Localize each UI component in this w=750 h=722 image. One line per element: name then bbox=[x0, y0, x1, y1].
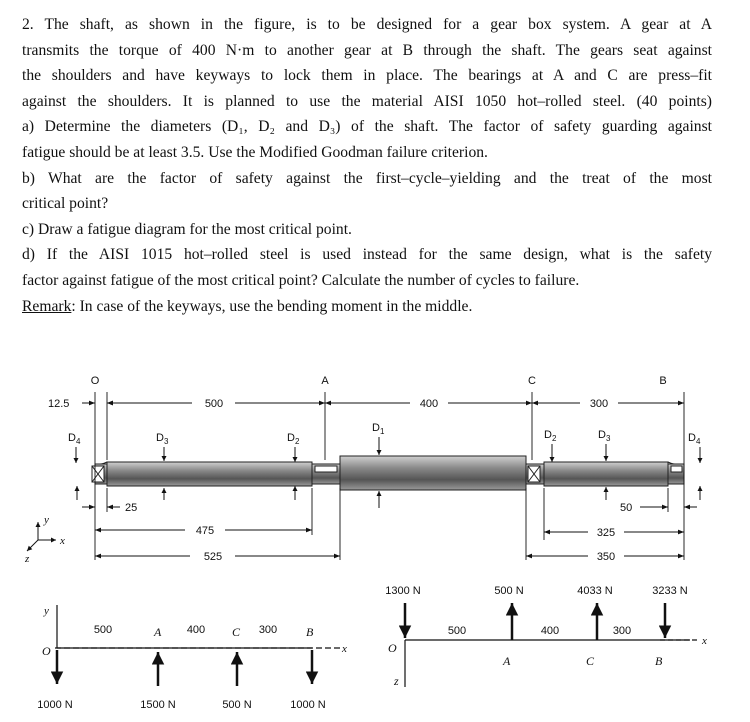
fbd-xy-point-C: C bbox=[232, 625, 241, 639]
dim-label: 350 bbox=[596, 551, 616, 563]
dim-label: 25 bbox=[125, 502, 138, 514]
axis-z-label: z bbox=[25, 553, 30, 565]
problem-line: d) If the AISI 1015 hot–rolled steel is used instead for the same design, what is the safety bbox=[22, 246, 712, 264]
fbd-xy bbox=[37, 605, 347, 711]
force-label: 500 N bbox=[222, 699, 252, 711]
problem-line: critical point? bbox=[22, 195, 109, 213]
d1-label: $D_1$ bbox=[372, 422, 385, 436]
dim-label: 12.5 bbox=[48, 398, 70, 410]
force-label: 1300 N bbox=[385, 585, 421, 597]
force-label: 1000 N bbox=[37, 699, 73, 711]
keyway-A bbox=[315, 466, 337, 472]
d3-left-label: $D_3$ bbox=[156, 432, 169, 446]
fbd-xy-span: 300 bbox=[258, 624, 278, 636]
problem-line: factor against fatigue of the most critical point? Calculate the number of cycles to failure. bbox=[22, 271, 580, 289]
shaft-seg-d3-left bbox=[107, 462, 312, 486]
remark-label: Remark bbox=[22, 297, 72, 315]
fbd-xz-origin: O bbox=[388, 641, 397, 655]
d2-right-label: $D_2$ bbox=[544, 429, 557, 443]
problem-line: the shoulders and have keyways to lock them in place. The bearings at A and C are press–fit bbox=[22, 67, 712, 85]
fbd-xz-axis-x: x bbox=[702, 635, 707, 647]
shaft-drawing bbox=[92, 456, 684, 490]
dim-label: 525 bbox=[203, 551, 223, 563]
fbd-xy-point-A: A bbox=[154, 625, 162, 639]
d2-left-label: $D_2$ bbox=[287, 432, 300, 446]
bearing-left bbox=[92, 466, 104, 482]
d4-right-label: $D_4$ bbox=[688, 432, 701, 446]
d3-right-label: $D_3$ bbox=[598, 429, 611, 443]
force-label: 3233 N bbox=[652, 585, 688, 597]
d4-left-label: $D_4$ bbox=[68, 432, 81, 446]
coordinate-triad bbox=[24, 514, 65, 565]
problem-line: c) Draw a fatigue diagram for the most critical point. bbox=[22, 220, 352, 238]
fbd-xz-axis-z: z bbox=[394, 674, 399, 688]
bearing-right bbox=[528, 466, 540, 482]
problem-line: a) Determine the diameters (D₁, D₂ and D₃) of the shaft. The factor of safety guarding against bbox=[22, 118, 712, 136]
fbd-xy-axis-x: x bbox=[342, 643, 347, 655]
shaft-seg-d1 bbox=[340, 456, 526, 490]
fbd-xz bbox=[385, 585, 707, 688]
problem-line: 2. The shaft, as shown in the figure, is to be designed for a gear box system. A gear at A bbox=[22, 16, 712, 33]
point-label-A: A bbox=[321, 375, 329, 387]
dim-label: 475 bbox=[195, 525, 215, 537]
fbd-xy-axis-y: y bbox=[44, 605, 49, 617]
dim-label: 500 bbox=[204, 398, 224, 410]
fbd-xz-point-C: C bbox=[586, 654, 595, 668]
force-label: 4033 N bbox=[577, 585, 613, 597]
axis-y-label: y bbox=[44, 514, 49, 526]
fbd-xz-point-B: B bbox=[655, 654, 663, 668]
force-label: 1500 N bbox=[140, 699, 176, 711]
dim-label: 50 bbox=[620, 502, 633, 514]
keyway-B bbox=[671, 466, 682, 472]
dim-label: 300 bbox=[589, 398, 609, 410]
shaft-seg-d3-right bbox=[544, 462, 668, 486]
fbd-xz-point-A: A bbox=[503, 654, 511, 668]
dim-label: 325 bbox=[596, 527, 616, 539]
fbd-xz-span: 500 bbox=[447, 625, 467, 637]
point-label-B: B bbox=[659, 375, 667, 387]
problem-line: transmits the torque of 400 N·m to another gear at B through the shaft. The gears seat against bbox=[22, 41, 712, 59]
fbd-xz-span: 300 bbox=[612, 625, 632, 637]
dim-label: 400 bbox=[419, 398, 439, 410]
force-label: 1000 N bbox=[290, 699, 326, 711]
fbd-xy-span: 400 bbox=[186, 624, 206, 636]
problem-line: b) What are the factor of safety against the first–cycle–yielding and the treat of the most bbox=[22, 169, 712, 187]
force-label: 500 N bbox=[494, 585, 524, 597]
remark-text: : In case of the keyways, use the bending moment in the middle. bbox=[71, 297, 473, 315]
dims-top bbox=[48, 375, 684, 410]
problem-line: fatigue should be at least 3.5. Use the Modified Goodman failure criterion. bbox=[22, 143, 488, 161]
problem-line: against the shoulders. It is planned to use the material AISI 1050 hot–rolled steel. (40 points) bbox=[22, 92, 712, 110]
fbd-xz-span: 400 bbox=[540, 625, 560, 637]
fbd-xy-origin: O bbox=[42, 644, 51, 658]
fbd-xy-span: 500 bbox=[93, 624, 113, 636]
dims-bottom bbox=[82, 502, 697, 563]
axis-x-label: x bbox=[60, 535, 65, 547]
point-label-C: C bbox=[528, 375, 536, 387]
fbd-xy-point-B: B bbox=[306, 625, 314, 639]
point-label-O: O bbox=[90, 375, 100, 387]
